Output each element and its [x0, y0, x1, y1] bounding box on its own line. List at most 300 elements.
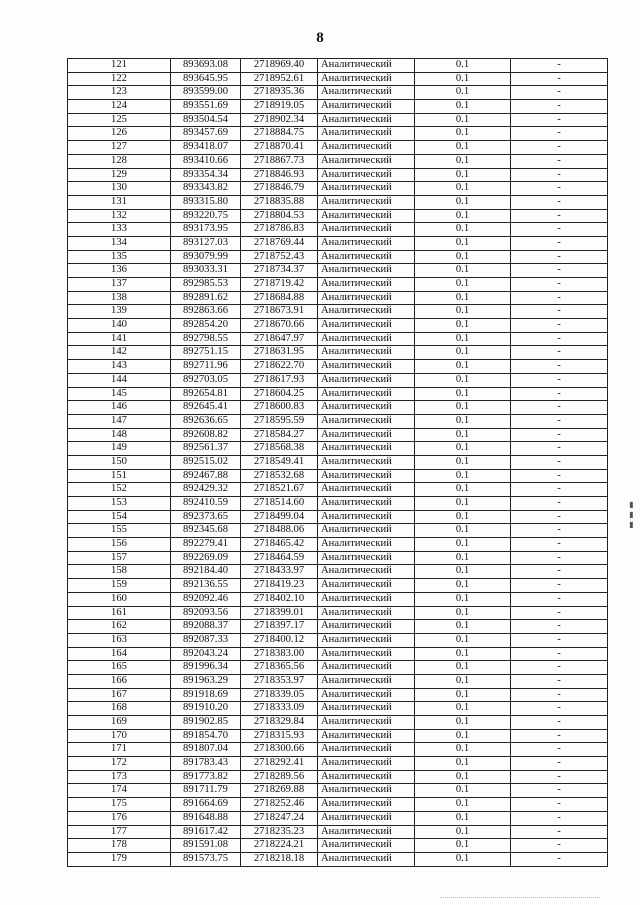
point-number-cell: 174 — [68, 784, 171, 798]
y-coordinate-cell: 2718292.41 — [241, 757, 318, 771]
accuracy-cell: 0.1 — [415, 757, 511, 771]
note-cell: - — [511, 743, 608, 757]
x-coordinate-cell: 893354.34 — [171, 168, 241, 182]
note-cell: - — [511, 346, 608, 360]
method-cell: Аналитический — [318, 373, 415, 387]
table-row — [68, 497, 608, 511]
y-coordinate-cell: 2718846.93 — [241, 168, 318, 182]
method-cell: Аналитический — [318, 811, 415, 825]
note-cell: - — [511, 319, 608, 333]
method-cell: Аналитический — [318, 620, 415, 634]
method-cell: Аналитический — [318, 319, 415, 333]
point-number-cell: 149 — [68, 442, 171, 456]
y-coordinate-cell: 2718514.60 — [241, 497, 318, 511]
point-number-cell: 124 — [68, 100, 171, 114]
y-coordinate-cell: 2718670.66 — [241, 319, 318, 333]
accuracy-cell: 0.1 — [415, 524, 511, 538]
y-coordinate-cell: 2718289.56 — [241, 770, 318, 784]
method-cell: Аналитический — [318, 264, 415, 278]
note-cell: - — [511, 497, 608, 511]
x-coordinate-cell: 893599.00 — [171, 86, 241, 100]
table-row — [68, 72, 608, 86]
x-coordinate-cell: 893173.95 — [171, 223, 241, 237]
point-number-cell: 125 — [68, 113, 171, 127]
margin-stamp: ▮▮▮ — [627, 500, 636, 530]
table-row — [68, 606, 608, 620]
x-coordinate-cell: 891783.43 — [171, 757, 241, 771]
table-row — [68, 743, 608, 757]
note-cell: - — [511, 839, 608, 853]
y-coordinate-cell: 2718600.83 — [241, 401, 318, 415]
point-number-cell: 152 — [68, 483, 171, 497]
accuracy-cell: 0.1 — [415, 209, 511, 223]
method-cell: Аналитический — [318, 127, 415, 141]
table-row — [68, 565, 608, 579]
table-row — [68, 141, 608, 155]
x-coordinate-cell: 892891.62 — [171, 291, 241, 305]
method-cell: Аналитический — [318, 168, 415, 182]
y-coordinate-cell: 2718969.40 — [241, 59, 318, 73]
y-coordinate-cell: 2718568.38 — [241, 442, 318, 456]
point-number-cell: 138 — [68, 291, 171, 305]
y-coordinate-cell: 2718399.01 — [241, 606, 318, 620]
method-cell: Аналитический — [318, 141, 415, 155]
y-coordinate-cell: 2718300.66 — [241, 743, 318, 757]
x-coordinate-cell: 892093.56 — [171, 606, 241, 620]
point-number-cell: 159 — [68, 579, 171, 593]
note-cell: - — [511, 223, 608, 237]
method-cell: Аналитический — [318, 236, 415, 250]
table-row — [68, 86, 608, 100]
y-coordinate-cell: 2718595.59 — [241, 414, 318, 428]
note-cell: - — [511, 250, 608, 264]
x-coordinate-cell: 892854.20 — [171, 319, 241, 333]
method-cell: Аналитический — [318, 401, 415, 415]
note-cell: - — [511, 633, 608, 647]
point-number-cell: 132 — [68, 209, 171, 223]
x-coordinate-cell: 892345.68 — [171, 524, 241, 538]
x-coordinate-cell: 892561.37 — [171, 442, 241, 456]
table-row — [68, 127, 608, 141]
note-cell: - — [511, 852, 608, 866]
y-coordinate-cell: 2718769.44 — [241, 236, 318, 250]
note-cell: - — [511, 195, 608, 209]
accuracy-cell: 0.1 — [415, 141, 511, 155]
table-row — [68, 839, 608, 853]
table-row — [68, 455, 608, 469]
note-cell: - — [511, 141, 608, 155]
x-coordinate-cell: 891854.70 — [171, 729, 241, 743]
table-row — [68, 236, 608, 250]
y-coordinate-cell: 2718499.04 — [241, 510, 318, 524]
x-coordinate-cell: 891910.20 — [171, 702, 241, 716]
note-cell: - — [511, 154, 608, 168]
y-coordinate-cell: 2718235.23 — [241, 825, 318, 839]
x-coordinate-cell: 892985.53 — [171, 278, 241, 292]
method-cell: Аналитический — [318, 729, 415, 743]
y-coordinate-cell: 2718870.41 — [241, 141, 318, 155]
point-number-cell: 176 — [68, 811, 171, 825]
method-cell: Аналитический — [318, 702, 415, 716]
note-cell: - — [511, 401, 608, 415]
y-coordinate-cell: 2718383.00 — [241, 647, 318, 661]
accuracy-cell: 0.1 — [415, 305, 511, 319]
point-number-cell: 173 — [68, 770, 171, 784]
accuracy-cell: 0.1 — [415, 428, 511, 442]
point-number-cell: 170 — [68, 729, 171, 743]
note-cell: - — [511, 428, 608, 442]
table-row — [68, 250, 608, 264]
y-coordinate-cell: 2718315.93 — [241, 729, 318, 743]
x-coordinate-cell: 892751.15 — [171, 346, 241, 360]
accuracy-cell: 0.1 — [415, 250, 511, 264]
note-cell: - — [511, 592, 608, 606]
accuracy-cell: 0.1 — [415, 223, 511, 237]
method-cell: Аналитический — [318, 250, 415, 264]
y-coordinate-cell: 2718919.05 — [241, 100, 318, 114]
method-cell: Аналитический — [318, 72, 415, 86]
x-coordinate-cell: 891648.88 — [171, 811, 241, 825]
y-coordinate-cell: 2718952.61 — [241, 72, 318, 86]
note-cell: - — [511, 113, 608, 127]
table-row — [68, 59, 608, 73]
point-number-cell: 133 — [68, 223, 171, 237]
y-coordinate-cell: 2718786.83 — [241, 223, 318, 237]
table-row — [68, 661, 608, 675]
method-cell: Аналитический — [318, 428, 415, 442]
table-row — [68, 798, 608, 812]
y-coordinate-cell: 2718252.46 — [241, 798, 318, 812]
method-cell: Аналитический — [318, 770, 415, 784]
table-row — [68, 100, 608, 114]
accuracy-cell: 0.1 — [415, 647, 511, 661]
method-cell: Аналитический — [318, 291, 415, 305]
x-coordinate-cell: 893127.03 — [171, 236, 241, 250]
x-coordinate-cell: 892087.33 — [171, 633, 241, 647]
accuracy-cell: 0.1 — [415, 606, 511, 620]
note-cell: - — [511, 510, 608, 524]
method-cell: Аналитический — [318, 497, 415, 511]
note-cell: - — [511, 291, 608, 305]
x-coordinate-cell: 893645.95 — [171, 72, 241, 86]
accuracy-cell: 0.1 — [415, 442, 511, 456]
point-number-cell: 146 — [68, 401, 171, 415]
accuracy-cell: 0.1 — [415, 510, 511, 524]
accuracy-cell: 0.1 — [415, 387, 511, 401]
table-row — [68, 524, 608, 538]
table-row — [68, 483, 608, 497]
y-coordinate-cell: 2718867.73 — [241, 154, 318, 168]
x-coordinate-cell: 893693.08 — [171, 59, 241, 73]
accuracy-cell: 0.1 — [415, 291, 511, 305]
accuracy-cell: 0.1 — [415, 154, 511, 168]
note-cell: - — [511, 729, 608, 743]
accuracy-cell: 0.1 — [415, 633, 511, 647]
accuracy-cell: 0.1 — [415, 784, 511, 798]
point-number-cell: 157 — [68, 551, 171, 565]
y-coordinate-cell: 2718329.84 — [241, 716, 318, 730]
table-row — [68, 647, 608, 661]
accuracy-cell: 0.1 — [415, 319, 511, 333]
table-row — [68, 264, 608, 278]
method-cell: Аналитический — [318, 59, 415, 73]
accuracy-cell: 0.1 — [415, 620, 511, 634]
accuracy-cell: 0.1 — [415, 168, 511, 182]
y-coordinate-cell: 2718549.41 — [241, 455, 318, 469]
method-cell: Аналитический — [318, 825, 415, 839]
point-number-cell: 151 — [68, 469, 171, 483]
y-coordinate-cell: 2718719.42 — [241, 278, 318, 292]
method-cell: Аналитический — [318, 332, 415, 346]
method-cell: Аналитический — [318, 387, 415, 401]
point-number-cell: 131 — [68, 195, 171, 209]
y-coordinate-cell: 2718339.05 — [241, 688, 318, 702]
y-coordinate-cell: 2718902.34 — [241, 113, 318, 127]
accuracy-cell: 0.1 — [415, 743, 511, 757]
method-cell: Аналитический — [318, 442, 415, 456]
method-cell: Аналитический — [318, 743, 415, 757]
x-coordinate-cell: 893457.69 — [171, 127, 241, 141]
note-cell: - — [511, 469, 608, 483]
accuracy-cell: 0.1 — [415, 182, 511, 196]
method-cell: Аналитический — [318, 592, 415, 606]
method-cell: Аналитический — [318, 469, 415, 483]
x-coordinate-cell: 892373.65 — [171, 510, 241, 524]
accuracy-cell: 0.1 — [415, 839, 511, 853]
x-coordinate-cell: 892645.41 — [171, 401, 241, 415]
point-number-cell: 155 — [68, 524, 171, 538]
note-cell: - — [511, 127, 608, 141]
table-row — [68, 428, 608, 442]
scan-artifact-top — [220, 0, 440, 4]
note-cell: - — [511, 236, 608, 250]
note-cell: - — [511, 414, 608, 428]
table-row — [68, 360, 608, 374]
point-number-cell: 127 — [68, 141, 171, 155]
point-number-cell: 158 — [68, 565, 171, 579]
table-row — [68, 291, 608, 305]
accuracy-cell: 0.1 — [415, 716, 511, 730]
y-coordinate-cell: 2718804.53 — [241, 209, 318, 223]
point-number-cell: 143 — [68, 360, 171, 374]
note-cell: - — [511, 373, 608, 387]
note-cell: - — [511, 72, 608, 86]
point-number-cell: 148 — [68, 428, 171, 442]
table-row — [68, 784, 608, 798]
y-coordinate-cell: 2718465.42 — [241, 538, 318, 552]
table-row — [68, 674, 608, 688]
table-row — [68, 592, 608, 606]
x-coordinate-cell: 891617.42 — [171, 825, 241, 839]
table-row — [68, 113, 608, 127]
y-coordinate-cell: 2718269.88 — [241, 784, 318, 798]
accuracy-cell: 0.1 — [415, 401, 511, 415]
note-cell: - — [511, 86, 608, 100]
table-row — [68, 373, 608, 387]
table-row — [68, 278, 608, 292]
table-row — [68, 729, 608, 743]
point-number-cell: 129 — [68, 168, 171, 182]
method-cell: Аналитический — [318, 716, 415, 730]
y-coordinate-cell: 2718684.88 — [241, 291, 318, 305]
table-row — [68, 620, 608, 634]
table-row — [68, 182, 608, 196]
y-coordinate-cell: 2718464.59 — [241, 551, 318, 565]
method-cell: Аналитический — [318, 414, 415, 428]
x-coordinate-cell: 893504.54 — [171, 113, 241, 127]
table-row — [68, 154, 608, 168]
method-cell: Аналитический — [318, 633, 415, 647]
accuracy-cell: 0.1 — [415, 579, 511, 593]
method-cell: Аналитический — [318, 455, 415, 469]
accuracy-cell: 0.1 — [415, 127, 511, 141]
note-cell: - — [511, 538, 608, 552]
accuracy-cell: 0.1 — [415, 852, 511, 866]
accuracy-cell: 0.1 — [415, 538, 511, 552]
note-cell: - — [511, 620, 608, 634]
x-coordinate-cell: 893343.82 — [171, 182, 241, 196]
y-coordinate-cell: 2718884.75 — [241, 127, 318, 141]
method-cell: Аналитический — [318, 195, 415, 209]
accuracy-cell: 0.1 — [415, 195, 511, 209]
y-coordinate-cell: 2718247.24 — [241, 811, 318, 825]
table-row — [68, 209, 608, 223]
accuracy-cell: 0.1 — [415, 702, 511, 716]
y-coordinate-cell: 2718673.91 — [241, 305, 318, 319]
y-coordinate-cell: 2718647.97 — [241, 332, 318, 346]
note-cell: - — [511, 551, 608, 565]
point-number-cell: 160 — [68, 592, 171, 606]
point-number-cell: 168 — [68, 702, 171, 716]
note-cell: - — [511, 674, 608, 688]
note-cell: - — [511, 702, 608, 716]
x-coordinate-cell: 893418.07 — [171, 141, 241, 155]
method-cell: Аналитический — [318, 86, 415, 100]
x-coordinate-cell: 892654.81 — [171, 387, 241, 401]
y-coordinate-cell: 2718846.79 — [241, 182, 318, 196]
note-cell: - — [511, 798, 608, 812]
x-coordinate-cell: 892269.09 — [171, 551, 241, 565]
note-cell: - — [511, 59, 608, 73]
accuracy-cell: 0.1 — [415, 811, 511, 825]
point-number-cell: 139 — [68, 305, 171, 319]
table-row — [68, 716, 608, 730]
note-cell: - — [511, 442, 608, 456]
y-coordinate-cell: 2718617.93 — [241, 373, 318, 387]
note-cell: - — [511, 565, 608, 579]
note-cell: - — [511, 757, 608, 771]
x-coordinate-cell: 892136.55 — [171, 579, 241, 593]
note-cell: - — [511, 524, 608, 538]
note-cell: - — [511, 264, 608, 278]
point-number-cell: 142 — [68, 346, 171, 360]
method-cell: Аналитический — [318, 305, 415, 319]
x-coordinate-cell: 892088.37 — [171, 620, 241, 634]
method-cell: Аналитический — [318, 538, 415, 552]
method-cell: Аналитический — [318, 647, 415, 661]
page-number: 8 — [316, 30, 324, 46]
method-cell: Аналитический — [318, 784, 415, 798]
method-cell: Аналитический — [318, 839, 415, 853]
table-row — [68, 538, 608, 552]
x-coordinate-cell: 892467.88 — [171, 469, 241, 483]
table-row — [68, 551, 608, 565]
point-number-cell: 153 — [68, 497, 171, 511]
accuracy-cell: 0.1 — [415, 236, 511, 250]
note-cell: - — [511, 332, 608, 346]
point-number-cell: 161 — [68, 606, 171, 620]
x-coordinate-cell: 891902.85 — [171, 716, 241, 730]
method-cell: Аналитический — [318, 551, 415, 565]
accuracy-cell: 0.1 — [415, 798, 511, 812]
x-coordinate-cell: 893220.75 — [171, 209, 241, 223]
point-number-cell: 128 — [68, 154, 171, 168]
x-coordinate-cell: 893315.80 — [171, 195, 241, 209]
x-coordinate-cell: 892863.66 — [171, 305, 241, 319]
accuracy-cell: 0.1 — [415, 100, 511, 114]
accuracy-cell: 0.1 — [415, 332, 511, 346]
y-coordinate-cell: 2718604.25 — [241, 387, 318, 401]
accuracy-cell: 0.1 — [415, 278, 511, 292]
point-number-cell: 164 — [68, 647, 171, 661]
table-row — [68, 387, 608, 401]
x-coordinate-cell: 892043.24 — [171, 647, 241, 661]
accuracy-cell: 0.1 — [415, 770, 511, 784]
point-number-cell: 123 — [68, 86, 171, 100]
method-cell: Аналитический — [318, 565, 415, 579]
method-cell: Аналитический — [318, 579, 415, 593]
x-coordinate-cell: 893551.69 — [171, 100, 241, 114]
y-coordinate-cell: 2718419.23 — [241, 579, 318, 593]
point-number-cell: 154 — [68, 510, 171, 524]
method-cell: Аналитический — [318, 360, 415, 374]
table-row — [68, 469, 608, 483]
accuracy-cell: 0.1 — [415, 360, 511, 374]
method-cell: Аналитический — [318, 674, 415, 688]
method-cell: Аналитический — [318, 483, 415, 497]
y-coordinate-cell: 2718752.43 — [241, 250, 318, 264]
x-coordinate-cell: 892703.05 — [171, 373, 241, 387]
accuracy-cell: 0.1 — [415, 825, 511, 839]
note-cell: - — [511, 209, 608, 223]
note-cell: - — [511, 688, 608, 702]
point-number-cell: 171 — [68, 743, 171, 757]
method-cell: Аналитический — [318, 852, 415, 866]
table-row — [68, 346, 608, 360]
x-coordinate-cell: 892184.40 — [171, 565, 241, 579]
y-coordinate-cell: 2718224.21 — [241, 839, 318, 853]
y-coordinate-cell: 2718400.12 — [241, 633, 318, 647]
table-row — [68, 811, 608, 825]
accuracy-cell: 0.1 — [415, 264, 511, 278]
accuracy-cell: 0.1 — [415, 483, 511, 497]
x-coordinate-cell: 891918.69 — [171, 688, 241, 702]
y-coordinate-cell: 2718397.17 — [241, 620, 318, 634]
point-number-cell: 178 — [68, 839, 171, 853]
x-coordinate-cell: 892429.32 — [171, 483, 241, 497]
point-number-cell: 141 — [68, 332, 171, 346]
x-coordinate-cell: 892711.96 — [171, 360, 241, 374]
accuracy-cell: 0.1 — [415, 674, 511, 688]
method-cell: Аналитический — [318, 798, 415, 812]
method-cell: Аналитический — [318, 757, 415, 771]
table-row — [68, 401, 608, 415]
note-cell: - — [511, 483, 608, 497]
point-number-cell: 169 — [68, 716, 171, 730]
accuracy-cell: 0.1 — [415, 346, 511, 360]
x-coordinate-cell: 891996.34 — [171, 661, 241, 675]
method-cell: Аналитический — [318, 278, 415, 292]
